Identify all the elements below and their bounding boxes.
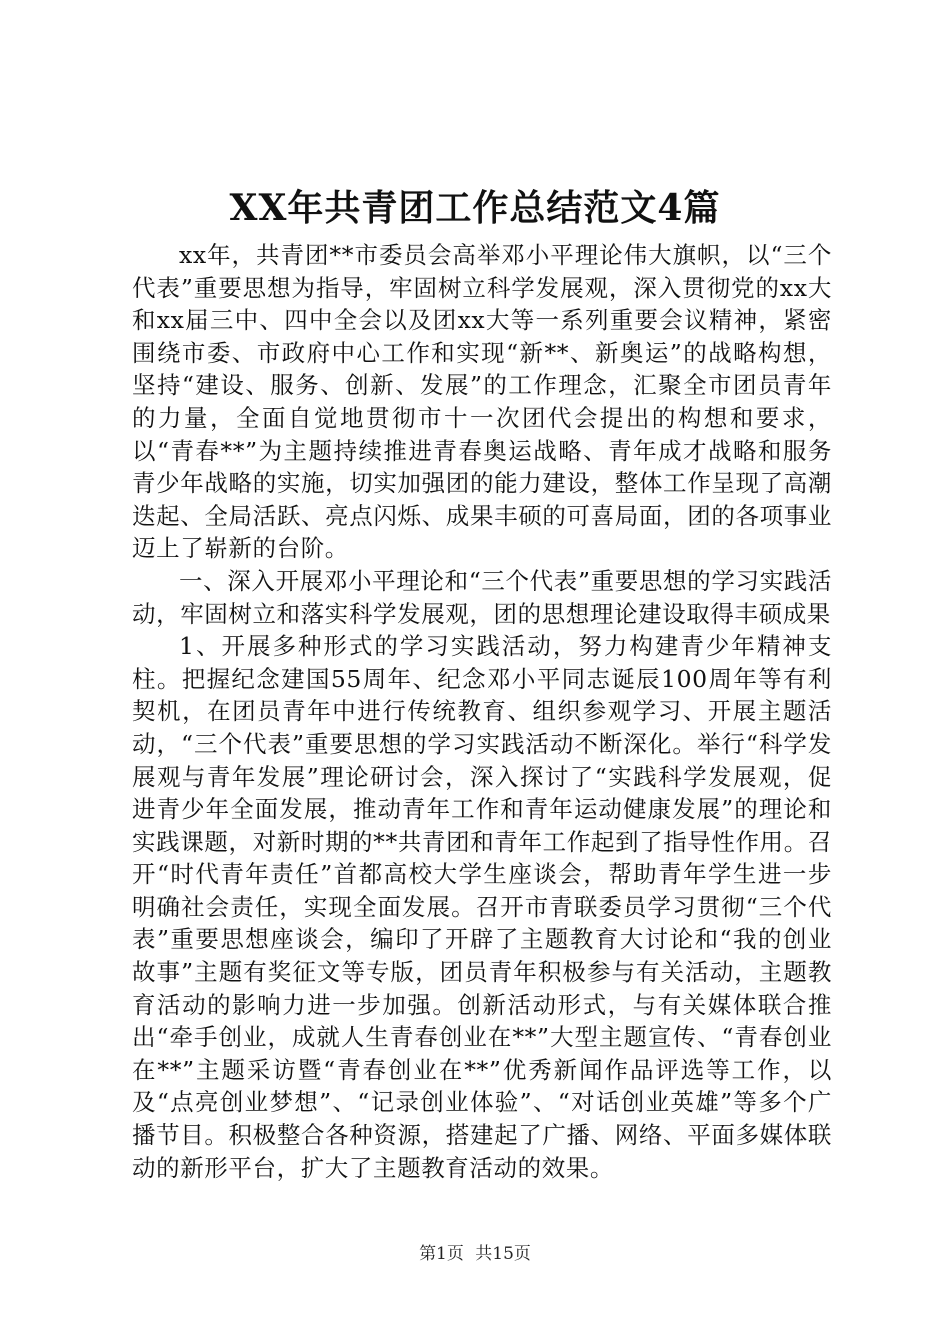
document-body bbox=[132, 239, 832, 1184]
page-footer bbox=[0, 1242, 950, 1266]
paragraph-intro: xx年，共青团**市委员会高举邓小平理论伟大旗帜，以“三个代表”重要思想为指导，牢固树立科学发展观，深入贯彻党的xx大和xx届三中、四中全会以及团xx大等一系列重要会议精神，紧密围绕市委、市政府中心工作和实现“新**、新奥运”的战略构想，坚持“建设、服务、创新、发展”的工作理念，汇聚全市团员青年的力量，全面自觉地贯彻市十一次团代会提出的构想和要求，以“青春**”为主题持续推进青春奥运战略、青年成才战略和服务青少年战略的实施，切实加强团的能力建设，整体工作呈现了高潮迭起、全局活跃、亮点闪烁、成果丰硕的可喜局面，团的各项事业迈上了崭新的台阶。 bbox=[132, 241, 832, 563]
paragraph-section-heading: 一、深入开展邓小平理论和“三个代表”重要思想的学习实践活动，牢固树立和落实科学发展观，团的思想理论建设取得丰硕成果 bbox=[132, 566, 832, 628]
page-total: 共15页 bbox=[475, 1244, 531, 1264]
paragraph-item-1: 1、开展多种形式的学习实践活动，努力构建青少年精神支柱。把握纪念建国55周年、纪念邓小平同志诞辰100周年等有利契机，在团员青年中进行传统教育、组织参观学习、开展主题活动，“三个代表”重要思想的学习实践活动不断深化。举行“科学发展观与青年发展”理论研讨会，深入探讨了“实践科学发展观，促进青少年全面发展，推动青年工作和青年运动健康发展”的理论和实践课题，对新时期的**共青团和青年工作起到了指导性作用。召开“时代青年责任”首都高校大学生座谈会，帮助青年学生进一步明确社会责任，实现全面发展。召开市青联委员学习贯彻“三个代表”重要思想座谈会，编印了开辟了主题教育大讨论和“我的创业故事”主题有奖征文等专版，团员青年积极参与有关活动，主题教育活动的影响力进一步加强。创新活动形式，与有关媒体联合推出“牵手创业，成就人生青春创业在**”大型主题宣传、“青春创业在**”主题采访暨“青春创业在**”优秀新闻作品评选等工作，以及“点亮创业梦想”、“记录创业体验”、“对话创业英雄”等多个广播节目。积极整合各种资源，搭建起了广播、网络、平面多媒体联动的新形平台，扩大了主题教育活动的效果。 bbox=[132, 632, 832, 1182]
page-number: 第1页 bbox=[419, 1244, 464, 1264]
document-title: XX年共青团工作总结范文4篇 bbox=[229, 187, 721, 229]
